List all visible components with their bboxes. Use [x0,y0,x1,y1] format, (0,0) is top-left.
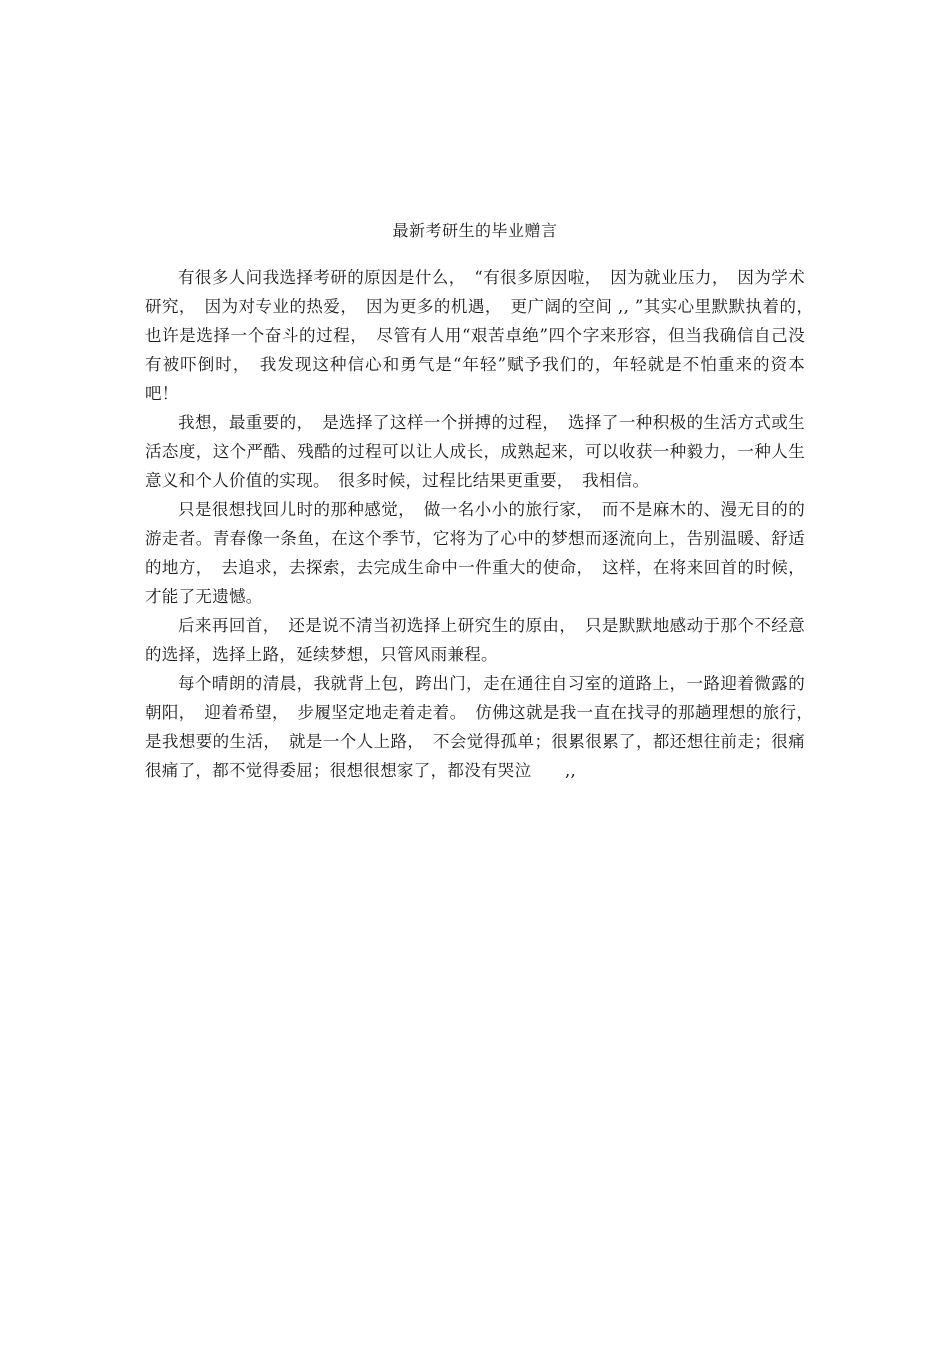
paragraph: 只是很想找回儿时的那种感觉， 做一名小小的旅行家， 而不是麻木的、漫无目的的游走者。青春像一条鱼，在这个季节，它将为了心中的梦想而逐流向上，告别温暖、舒适的地方， 去追求，去探索，去完成生命中一件重大的使命， 这样，在将来回首的时候，才能了无遗憾。 [145,500,805,606]
paragraph: 我想，最重要的， 是选择了这样一个拼搏的过程， 选择了一种积极的生活方式或生活态度，这个严酷、残酷的过程可以让人成长，成熟起来，可以收获一种毅力，一种人生意义和个人价值的实现。 很多时候，过程比结果更重要， 我相信。 [145,413,805,490]
document-body [145,263,822,785]
paragraph: 每个晴朗的清晨，我就背上包，跨出门，走在通往自习室的道路上，一路迎着微露的朝阳， 迎着希望， 步履坚定地走着走着。 仿佛这就是我一直在找寻的那趟理想的旅行， 是我想要的生活， 就是一个人上路， 不会觉得孤单；很累很累了，都还想往前走；很痛很痛了，都不觉得委屈；很想很想家了，都没有哭泣 ,, [145,674,822,780]
paragraph: 后来再回首， 还是说不清当初选择上研究生的原由， 只是默默地感动于那个不经意的选择，选择上路，延续梦想，只管风雨兼程。 [145,616,805,664]
paragraph: 有很多人问我选择考研的原因是什么， “有很多原因啦， 因为就业压力， 因为学术研究， 因为对专业的热爱， 因为更多的机遇， 更广阔的空间 ,, ”其实心里默默执着的， 也许是选择一个奋斗的过程， 尽管有人用“艰苦卓绝”四个字来形容，但当我确信自己没有被吓倒时， 我发现这种信心和勇气是“年轻”赋予我们的，年轻就是不怕重来的资本吧！ [145,268,822,403]
document-title: 最新考研生的毕业赠言 [392,221,558,240]
